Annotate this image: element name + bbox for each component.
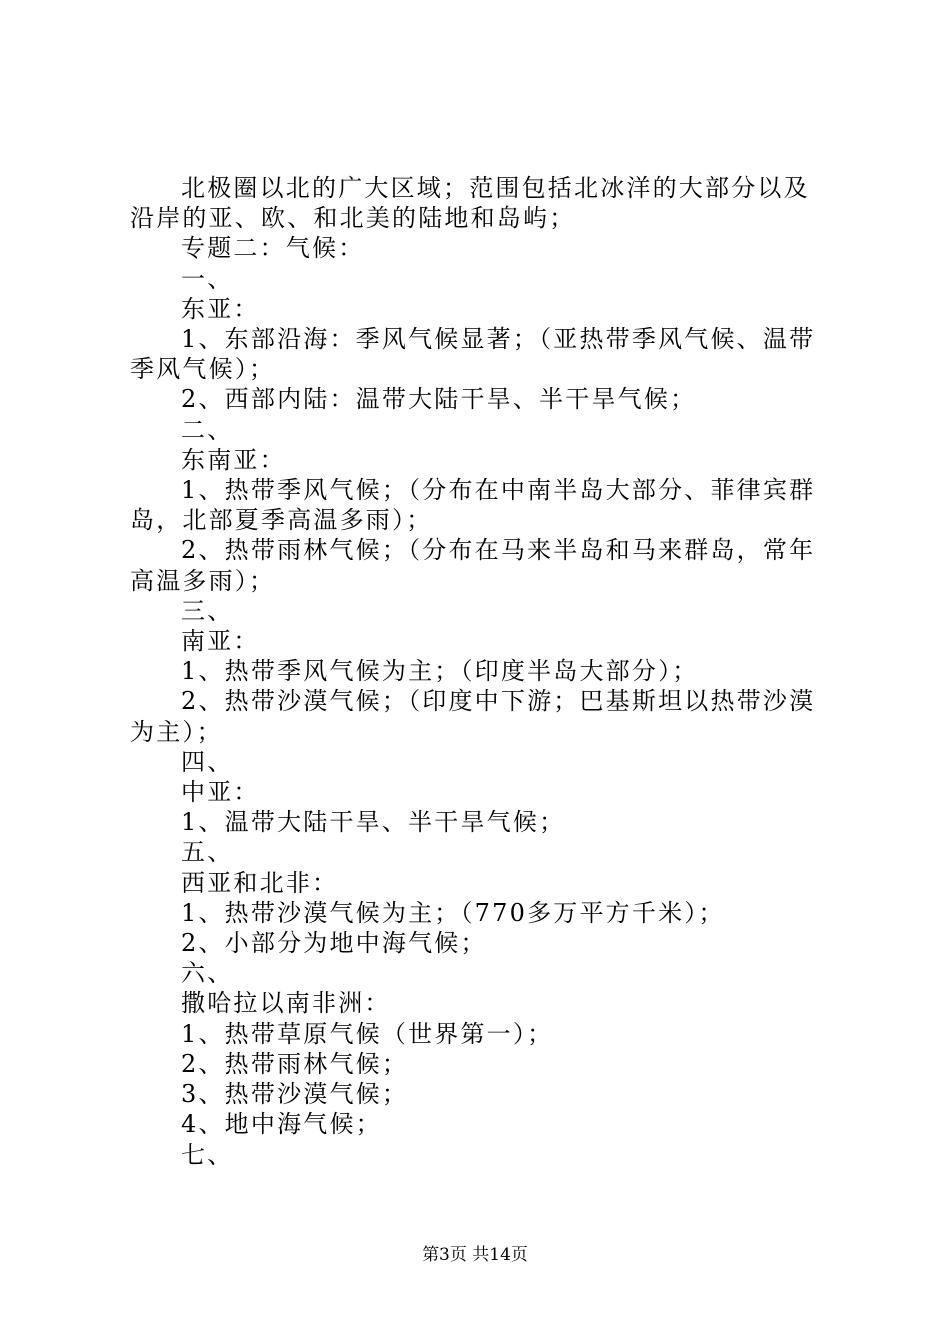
paragraph: 一、 bbox=[181, 264, 234, 293]
paragraph: 1、东部沿海：季风气候显著；（亚热带季风气候、温带季风气候）； bbox=[130, 325, 816, 384]
paragraph: 专题二：气候： bbox=[181, 234, 365, 263]
paragraph: 北极圈以北的广大区域；范围包括北冰洋的大部分以及沿岸的亚、欧、和北美的陆地和岛屿； bbox=[130, 174, 810, 233]
paragraph: 西亚和北非： bbox=[181, 868, 339, 897]
paragraph: 2、热带沙漠气候；（印度中下游；巴基斯坦以热带沙漠为主）； bbox=[130, 687, 816, 746]
paragraph: 东南亚： bbox=[181, 445, 286, 474]
paragraph: 1、热带沙漠气候为主；（770多万平方千米）； bbox=[181, 898, 725, 927]
paragraph: 二、 bbox=[181, 415, 234, 444]
paragraph: 2、小部分为地中海气候； bbox=[181, 929, 487, 958]
paragraph: 七、 bbox=[181, 1140, 234, 1169]
paragraph: 四、 bbox=[181, 747, 234, 776]
paragraph: 3、热带沙漠气候； bbox=[181, 1080, 409, 1109]
paragraph: 1、热带季风气候；（分布在中南半岛大部分、菲律宾群岛，北部夏季高温多雨）； bbox=[130, 476, 816, 535]
paragraph: 五、 bbox=[181, 838, 234, 867]
paragraph: 南亚： bbox=[181, 627, 260, 656]
paragraph: 东亚： bbox=[181, 294, 260, 323]
paragraph: 六、 bbox=[181, 959, 234, 988]
paragraph: 1、热带草原气候（世界第一）； bbox=[181, 1019, 554, 1048]
page-footer bbox=[0, 1240, 950, 1265]
paragraph: 2、热带雨林气候；（分布在马来半岛和马来群岛，常年高温多雨）； bbox=[130, 536, 816, 595]
paragraph: 撒哈拉以南非洲： bbox=[181, 989, 391, 1018]
paragraph: 2、西部内陆：温带大陆干旱、半干旱气候； bbox=[181, 385, 697, 414]
paragraph: 中亚： bbox=[181, 778, 260, 807]
document-body bbox=[130, 173, 835, 1170]
page-number-label: 第3页 共14页 bbox=[422, 1245, 528, 1265]
paragraph: 三、 bbox=[181, 596, 234, 625]
paragraph: 1、热带季风气候为主；（印度半岛大部分）； bbox=[181, 657, 699, 686]
paragraph: 4、地中海气候； bbox=[181, 1110, 382, 1139]
paragraph: 1、温带大陆干旱、半干旱气候； bbox=[181, 808, 566, 837]
paragraph: 2、热带雨林气候； bbox=[181, 1049, 409, 1078]
